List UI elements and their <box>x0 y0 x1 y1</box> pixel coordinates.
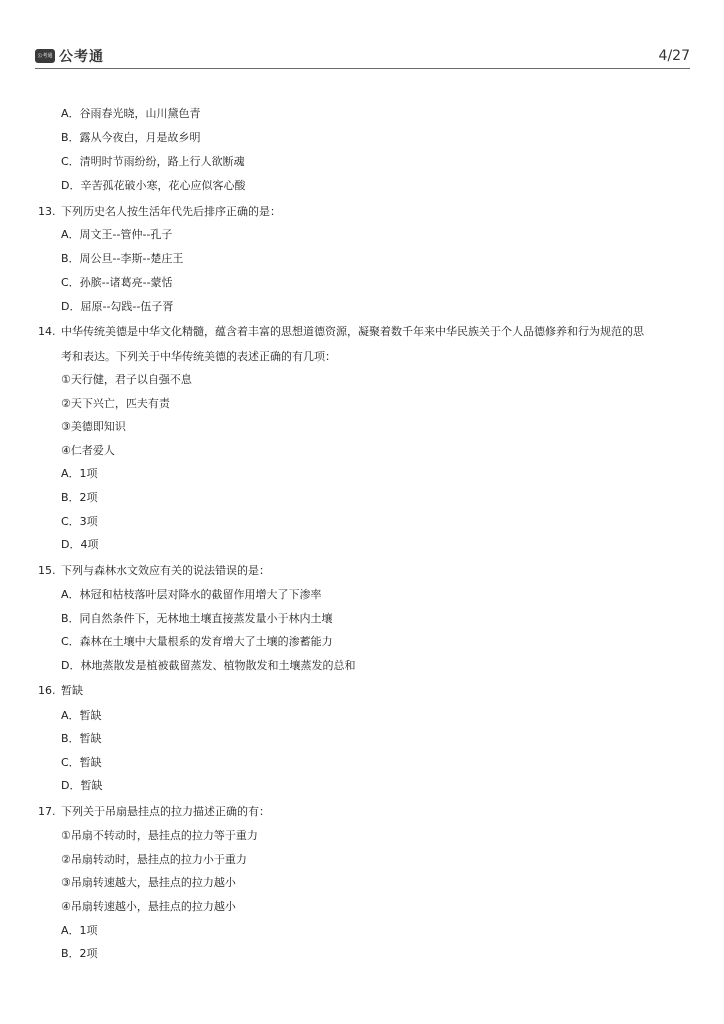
option-a: A．谷雨春光晓，山川黛色青 <box>61 107 201 120</box>
option-d: D．辛苦孤花破小寒，花心应似客心酸 <box>61 179 246 192</box>
question-14 <box>38 324 644 340</box>
option-b: B．周公旦--李斯--楚庄王 <box>61 252 184 265</box>
question-stem: 下列与森林水文效应有关的说法错误的是： <box>61 564 270 577</box>
statement-2: ②吊扇转动时，悬挂点的拉力小于重力 <box>61 853 247 866</box>
page-header <box>35 44 690 69</box>
statement-2: ②天下兴亡，匹夫有责 <box>61 397 170 410</box>
statement-4: ④吊扇转速越小，悬挂点的拉力越小 <box>61 900 236 913</box>
option-b: B．同自然条件下，无林地土壤直接蒸发量小于林内土壤 <box>61 612 333 625</box>
option-c: C．孙膑--诸葛亮--蒙恬 <box>61 276 173 289</box>
statement-4: ④仁者爱人 <box>61 444 115 457</box>
option-c: C．森林在土壤中大量根系的发育增大了土壤的渗蓄能力 <box>61 635 333 648</box>
question-number: 15. <box>38 564 56 577</box>
option-a: A．周文王--管仲--孔子 <box>61 228 173 241</box>
option-c: C．暂缺 <box>61 756 102 769</box>
option-b: B．2项 <box>61 491 98 504</box>
option-d: D．林地蒸散发是植被截留蒸发、植物散发和土壤蒸发的总和 <box>61 659 356 672</box>
question-13 <box>38 204 281 220</box>
option-a: A．1项 <box>61 924 98 937</box>
question-17 <box>38 804 270 820</box>
option-c: C．3项 <box>61 515 98 528</box>
question-number: 17. <box>38 805 56 818</box>
question-15 <box>38 563 270 579</box>
option-a: A．暂缺 <box>61 709 102 722</box>
option-c: C．清明时节雨纷纷，路上行人欲断魂 <box>61 155 245 168</box>
logo-text: 公考通 <box>59 49 104 65</box>
option-d: D．屈原--勾践--伍子胥 <box>61 300 174 313</box>
question-stem: 中华传统美德是中华文化精髓，蕴含着丰富的思想道德资源，凝聚着数千年来中华民族关于个人品德修养和行为规范的思 <box>61 325 644 338</box>
statement-3: ③美德即知识 <box>61 420 126 433</box>
page-number: 4/27 <box>658 48 690 64</box>
question-stem: 下列历史名人按生活年代先后排序正确的是： <box>61 205 281 218</box>
question-stem: 下列关于吊扇悬挂点的拉力描述正确的有： <box>61 805 270 818</box>
option-b: B．2项 <box>61 947 98 960</box>
logo-badge-icon: 公考通 <box>35 49 55 63</box>
option-b: B．暂缺 <box>61 732 102 745</box>
question-stem: 暂缺 <box>61 684 83 697</box>
statement-1: ①天行健，君子以自强不息 <box>61 373 192 386</box>
option-d: D．暂缺 <box>61 779 103 792</box>
question-number: 16. <box>38 684 56 697</box>
question-16 <box>38 683 83 699</box>
question-stem-continued: 考和表达。下列关于中华传统美德的表述正确的有几项： <box>61 350 336 363</box>
option-a: A．林冠和枯枝落叶层对降水的截留作用增大了下渗率 <box>61 588 322 601</box>
question-number: 13. <box>38 205 56 218</box>
brand-logo <box>35 46 104 66</box>
option-d: D．4项 <box>61 538 99 551</box>
option-a: A．1项 <box>61 467 98 480</box>
option-b: B．露从今夜白，月是故乡明 <box>61 131 201 144</box>
statement-1: ①吊扇不转动时，悬挂点的拉力等于重力 <box>61 829 258 842</box>
question-number: 14. <box>38 325 56 338</box>
statement-3: ③吊扇转速越大，悬挂点的拉力越小 <box>61 876 236 889</box>
